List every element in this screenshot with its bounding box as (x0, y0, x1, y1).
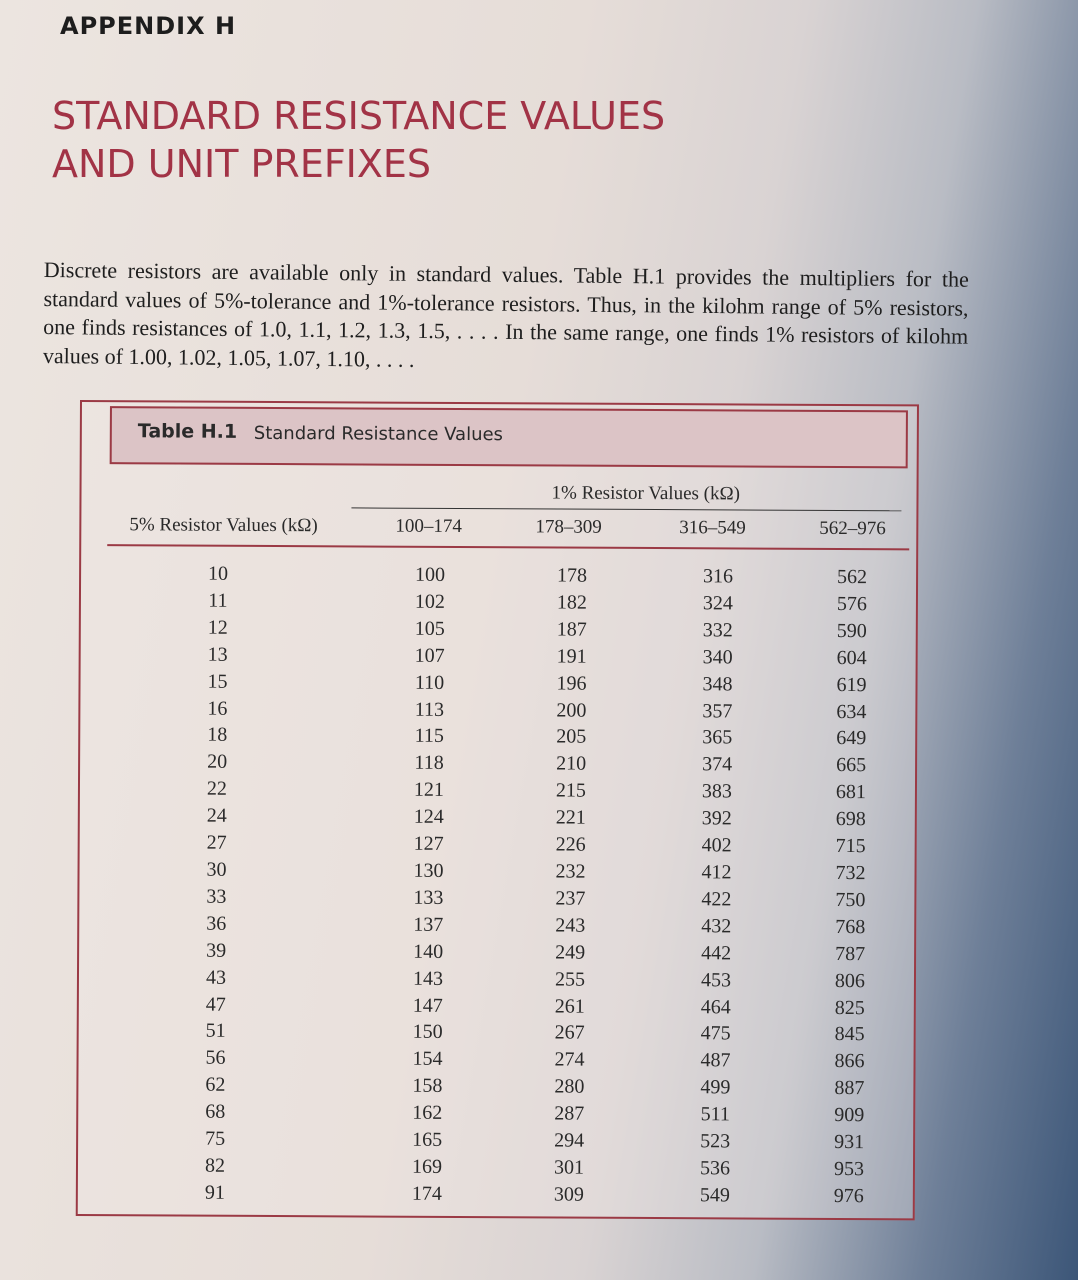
table-cell: 845 (834, 1023, 865, 1046)
table-cell: 11 (208, 589, 228, 612)
table-cell: 681 (835, 781, 867, 804)
table-cell: 147 (412, 994, 443, 1017)
table-cell: 68 (205, 1100, 226, 1123)
table-cell: 27 (206, 831, 227, 854)
table-cell: 383 (701, 780, 733, 803)
table-cell: 665 (836, 754, 867, 777)
table-cell: 422 (701, 888, 732, 911)
table-cell: 249 (555, 941, 586, 964)
table-cell: 191 (556, 645, 587, 668)
table-cell: 255 (554, 968, 586, 991)
table-cell: 130 (413, 859, 444, 882)
intro-paragraph: Discrete resistors are available only in standard values. Table H.1 provides the multipliers for the standard values of 5%-tolerance and 1%-tolerance resistors. Thus, in the kilohm range of 5% resistors, one finds resistances of 1.0, 1.1, 1.2, 1.3, 1.5, . . . . In the same range, one finds 1% resistors of kilohm values of 1.00, 1.02, 1.05, 1.07, 1.10, . . . . (42, 256, 969, 372)
range-header-1: 100–174 (395, 515, 462, 538)
table-cell: 127 (413, 832, 444, 855)
appendix-label: APPENDIX H (60, 12, 237, 40)
table-cell: 10 (208, 562, 229, 585)
table-cell: 33 (206, 885, 227, 908)
table-cell: 499 (700, 1076, 731, 1099)
one-percent-column-4 (814, 564, 887, 1210)
table-cell: 453 (700, 968, 732, 992)
table-cell: 154 (412, 1048, 443, 1071)
range-header-2: 178–309 (535, 516, 602, 538)
table-cell: 18 (207, 724, 228, 747)
table-cell: 294 (554, 1129, 585, 1152)
one-percent-column-3 (680, 563, 753, 1209)
table-cell: 210 (556, 752, 587, 775)
table-cell: 806 (834, 969, 866, 992)
resistance-table (76, 400, 919, 1220)
table-cell: 523 (700, 1130, 731, 1153)
table-cell: 51 (205, 1020, 226, 1043)
table-cell: 20 (207, 751, 228, 774)
table-cell: 768 (835, 915, 866, 938)
table-cell: 825 (834, 996, 865, 1019)
table-cell: 12 (207, 616, 228, 639)
table-cell: 432 (701, 915, 732, 938)
table-cell: 221 (555, 806, 586, 829)
one-percent-column-2 (534, 562, 607, 1208)
table-cell: 549 (699, 1184, 730, 1207)
table-cell: 274 (554, 1048, 585, 1071)
table-cell: 357 (702, 699, 733, 722)
table-cell: 43 (205, 966, 227, 989)
table-cell: 392 (701, 807, 732, 830)
table-cell: 887 (834, 1077, 865, 1100)
table-cell: 150 (412, 1021, 443, 1044)
table-cell: 16 (207, 697, 228, 720)
table-cell: 107 (414, 644, 445, 667)
table-cell: 143 (412, 967, 444, 990)
table-cell: 196 (556, 672, 587, 695)
table-cell: 162 (412, 1101, 443, 1125)
table-cell: 22 (206, 777, 228, 801)
table-cell: 200 (556, 699, 587, 722)
table-cell: 619 (836, 673, 867, 696)
table-cell: 287 (554, 1102, 585, 1125)
table-caption-text: Standard Resistance Values (253, 422, 504, 446)
table-cell: 178 (557, 564, 588, 587)
range-header-3: 316–549 (679, 517, 746, 539)
table-cell: 475 (700, 1022, 731, 1045)
table-cell: 267 (554, 1021, 585, 1045)
table-cell: 215 (555, 779, 587, 802)
table-cell: 562 (837, 565, 868, 589)
table-cell: 56 (205, 1046, 226, 1070)
table-cell: 15 (207, 670, 228, 693)
table-cell: 442 (701, 941, 732, 965)
table-cell: 243 (555, 914, 586, 937)
table-cell: 340 (702, 645, 733, 669)
table-cell: 412 (701, 861, 732, 884)
table-cell: 866 (834, 1050, 865, 1073)
table-cell: 121 (413, 779, 445, 802)
table-cell: 165 (412, 1128, 443, 1151)
table-cell: 158 (412, 1074, 443, 1098)
table-cell: 634 (836, 700, 867, 723)
table-cell: 39 (206, 939, 227, 962)
one-percent-group-header: 1% Resistor Values (kΩ) (551, 482, 741, 505)
table-cell: 105 (414, 617, 445, 640)
table-cell: 91 (204, 1181, 225, 1204)
table-cell: 30 (206, 858, 227, 881)
table-cell: 118 (414, 752, 444, 775)
table-cell: 140 (413, 940, 444, 963)
table-cell: 698 (835, 808, 866, 831)
table-cell: 715 (835, 835, 866, 858)
table-cell: 487 (700, 1049, 731, 1072)
table-cell: 374 (702, 753, 733, 776)
table-cell: 309 (553, 1183, 584, 1206)
range-header-4: 562–976 (819, 517, 886, 540)
table-caption-number: Table H.1 (137, 420, 238, 443)
table-cell: 62 (205, 1073, 226, 1096)
table-cell: 750 (835, 888, 866, 911)
table-cell: 24 (206, 804, 227, 827)
table-cell: 124 (413, 805, 444, 829)
table-cell: 976 (833, 1184, 864, 1207)
table-cell: 316 (703, 565, 734, 588)
title-line-1: STANDARD RESISTANCE VALUES (52, 94, 666, 138)
table-cell: 205 (556, 725, 587, 749)
table-cell: 931 (834, 1130, 865, 1154)
table-cell: 226 (555, 833, 586, 856)
table-cell: 511 (700, 1103, 730, 1126)
table-cell: 13 (207, 643, 228, 666)
table-cell: 100 (415, 563, 446, 586)
table-cell: 732 (835, 861, 866, 885)
table-cell: 909 (834, 1104, 865, 1127)
table-cell: 649 (836, 727, 867, 750)
table-cell: 169 (411, 1155, 443, 1178)
table-cell: 301 (553, 1156, 585, 1179)
table-cell: 174 (411, 1182, 442, 1205)
five-percent-column (180, 561, 253, 1207)
five-percent-header: 5% Resistor Values (kΩ) (129, 514, 318, 537)
table-cell: 280 (554, 1075, 585, 1098)
table-cell: 324 (702, 592, 734, 615)
table-cell: 332 (702, 619, 733, 642)
table-cell: 402 (701, 834, 732, 857)
one-percent-column-1 (392, 562, 465, 1208)
table-cell: 187 (556, 618, 587, 641)
table-cell: 604 (836, 646, 867, 669)
table-cell: 536 (699, 1157, 731, 1180)
table-cell: 576 (836, 592, 868, 616)
table-cell: 237 (555, 887, 586, 910)
table-cell: 365 (702, 726, 733, 749)
table-cell: 348 (702, 672, 733, 696)
table-cell: 137 (413, 913, 444, 936)
title-line-2: AND UNIT PREFIXES (52, 142, 432, 186)
table-cell: 75 (205, 1127, 226, 1150)
table-cell: 787 (835, 942, 866, 965)
header-rule (107, 544, 909, 550)
table-cell: 133 (413, 886, 444, 909)
table-cell: 47 (205, 993, 226, 1016)
table-cell: 102 (414, 590, 446, 613)
table-caption (110, 406, 908, 468)
page-title (52, 92, 665, 188)
table-cell: 953 (833, 1157, 865, 1181)
group-header-rule (351, 507, 901, 511)
table-cell: 36 (206, 912, 227, 935)
table-cell: 115 (414, 725, 444, 748)
table-cell: 261 (554, 994, 585, 1018)
table-cell: 82 (204, 1154, 226, 1177)
table-cell: 464 (700, 995, 731, 1018)
table-cell: 110 (414, 671, 445, 694)
table-cell: 232 (555, 860, 586, 883)
table-cell: 182 (556, 591, 588, 614)
table-cell: 113 (414, 698, 445, 721)
table-cell: 590 (836, 619, 867, 642)
